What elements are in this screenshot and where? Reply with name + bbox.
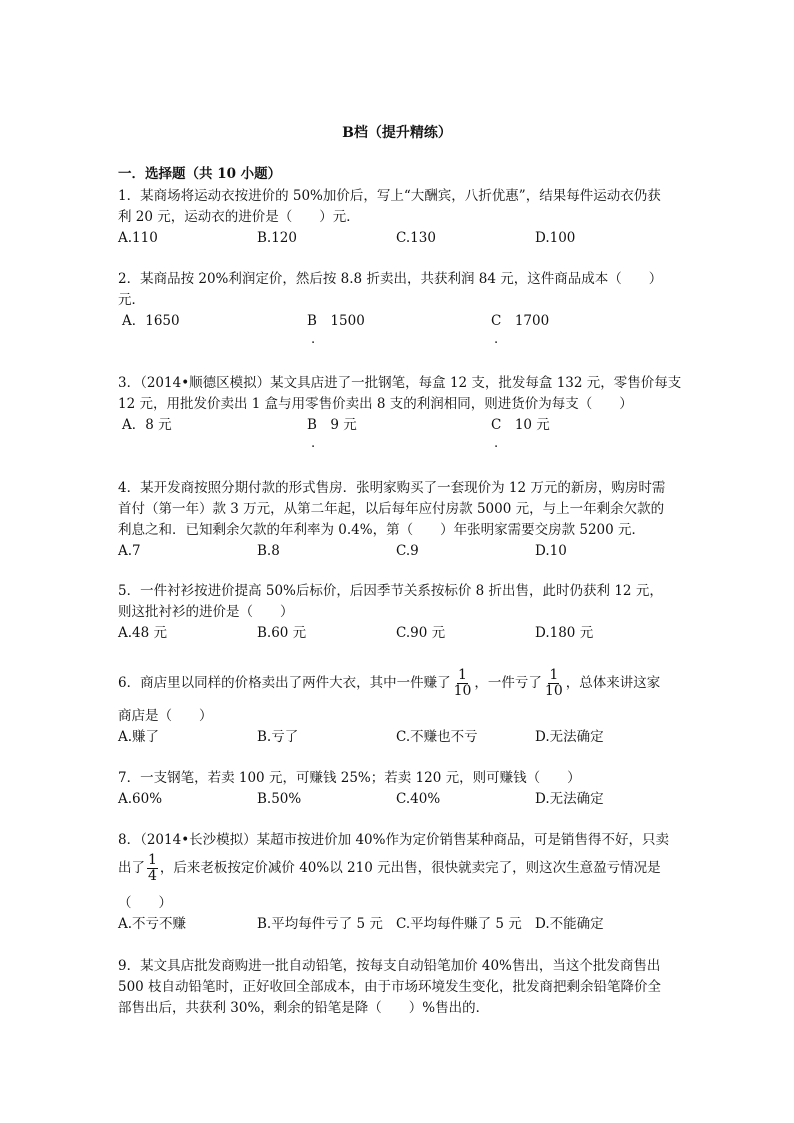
q9-line2: 500 枝自动铅笔时，正好收回全部成本，由于市场环境发生变化，批发商把剩余铅笔降价全 (118, 979, 662, 995)
q6-text-part1: 6．商店里以同样的价格卖出了两件大衣，其中一件赚了 (118, 675, 451, 691)
q3-option-a: A．8 元 (122, 417, 172, 433)
q5-option-b: B.60 元 (257, 625, 307, 641)
q1-line2: 利 20 元，运动衣的进价是（ ）元． (118, 209, 360, 225)
q2-option-b-dot: . (311, 332, 316, 347)
q6-fraction-2-numerator: 1 (549, 667, 559, 683)
q2-option-a: A．1650 (122, 313, 180, 329)
q7-line1: 7．一支钢笔，若卖 100 元，可赚钱 25%；若卖 120 元，则可赚钱（ ） (118, 770, 581, 786)
q8-fraction-numerator: 1 (148, 852, 157, 868)
q4-line2: 首付（第一年）款 3 万元，从第二年起，以后每年应付房款 5000 元，与上一年剩余欠款的 (118, 501, 665, 517)
q8-option-a: A.不亏不赚 (118, 916, 187, 932)
q5-option-a: A.48 元 (118, 625, 168, 641)
section-heading: 一．选择题（共 10 小题） (118, 166, 282, 182)
q6-line2: 商店是（ ） (118, 708, 213, 724)
q4-line1: 4．某开发商按照分期付款的形式售房．张明家购买了一套现价为 12 万元的新房，购房时需 (118, 480, 666, 496)
q3-option-c: C 10 元 (491, 417, 550, 433)
q7-option-c: C.40% (396, 791, 441, 807)
q6-fraction-1-denominator: 10 (453, 683, 472, 699)
q3-line1: 3．（2014•顺德区模拟）某文具店进了一批钢笔，每盒 12 支，批发每盒 132 元，零售价每支 (118, 375, 682, 391)
q1-option-a: A.110 (118, 230, 158, 246)
q8-fraction-denominator: 4 (148, 868, 157, 884)
q8-option-d: D.不能确定 (535, 916, 604, 932)
q6-option-d: D.无法确定 (535, 729, 604, 745)
q8-text-part2: ，后来老板按定价减价 40%以 210 元出售，很快就卖完了，则这次生意盈亏情况是 (159, 860, 661, 876)
q4-option-b: B.8 (257, 543, 280, 559)
q2-line2: 元． (118, 292, 145, 308)
q4-option-c: C.9 (396, 543, 419, 559)
q6-text-part2: ，一件亏了 (474, 675, 542, 691)
q3-line2: 12 元，用批发价卖出 1 盒与用零售价卖出 8 支的利润相同，则进货价为每支（ ） (118, 396, 633, 412)
q7-option-b: B.50% (257, 791, 302, 807)
q6-option-c: C.不赚也不亏 (396, 729, 478, 745)
q6-text-part3: ，总体来讲这家 (565, 675, 661, 691)
q2-option-b: B 1500 (307, 313, 365, 329)
q8-option-c: C.平均每件赚了 5 元 (396, 916, 522, 932)
q6-option-a: A.赚了 (118, 729, 160, 745)
q8-fraction (147, 853, 158, 884)
q5-line2: 则这批衬衫的进价是（ ） (118, 604, 294, 620)
q8-line3: （ ） (118, 895, 172, 911)
q4-option-d: D.10 (535, 543, 567, 559)
q4-line3: 利息之和．已知剩余欠款的年利率为 0.4%，第（ ）年张明家需要交房款 5200 元． (118, 522, 646, 538)
q6-line1 (118, 666, 660, 700)
q2-option-c-dot: . (494, 332, 499, 347)
q3-option-b-dot: . (311, 436, 316, 451)
q3-option-c-dot: . (494, 436, 499, 451)
q8-option-b: B.平均每件亏了 5 元 (257, 916, 383, 932)
q8-line1: 8．（2014•长沙模拟）某超市按进价加 40%作为定价销售某种商品，可是销售得不好，只卖 (118, 832, 669, 848)
q6-fraction-2-denominator: 10 (544, 683, 563, 699)
q9-line3: 部售出后，共获利 30%，剩余的铅笔是降（ ）%售出的． (118, 1000, 490, 1016)
q6-fraction-1-numerator: 1 (458, 667, 467, 683)
q8-line2 (118, 851, 661, 885)
q5-option-c: C.90 元 (396, 625, 446, 641)
q6-fraction-1 (453, 668, 473, 699)
q2-option-c: C 1700 (491, 313, 550, 329)
q1-option-c: C.130 (396, 230, 436, 246)
q5-line1: 5．一件衬衫按进价提高 50%后标价，后因季节关系按标价 8 折出售，此时仍获利 12 元， (118, 583, 663, 599)
q1-option-b: B.120 (257, 230, 297, 246)
q6-option-b: B.亏了 (257, 729, 299, 745)
q7-option-d: D.无法确定 (535, 791, 604, 807)
q5-option-d: D.180 元 (535, 625, 594, 641)
page-title: B档（提升精练） (342, 125, 452, 141)
q2-line1: 2．某商品按 20%利润定价，然后按 8.8 折卖出，共获利润 84 元，这件商品成本（ ） (118, 271, 663, 287)
q9-line1: 9．某文具店批发商购进一批自动铅笔，按每支自动铅笔加价 40%售出，当这个批发商售出 (118, 958, 661, 974)
q1-option-d: D.100 (535, 230, 576, 246)
q4-option-a: A.7 (118, 543, 141, 559)
q1-line1: 1．某商场将运动衣按进价的 50%加价后，写上“大酬宾，八折优惠”，结果每件运动衣仍获 (118, 188, 661, 204)
q6-fraction-2 (544, 668, 564, 699)
q3-option-b: B 9 元 (307, 417, 357, 433)
q8-text-part1: 出了 (118, 860, 145, 876)
q7-option-a: A.60% (118, 791, 163, 807)
